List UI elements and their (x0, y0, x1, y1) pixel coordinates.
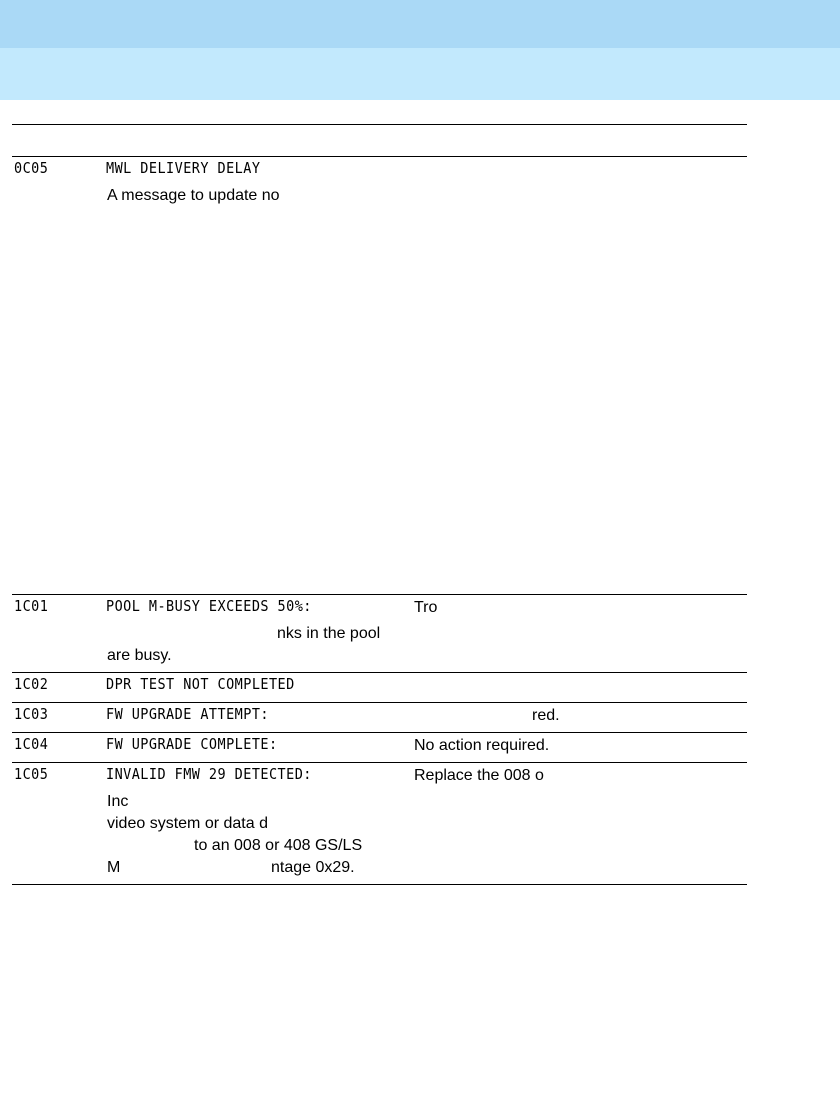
action-line: red. (532, 707, 560, 724)
table-rule-top (12, 124, 747, 125)
action-line: Replace the 008 o (414, 767, 544, 784)
error-title: INVALID FMW 29 DETECTED: (106, 765, 312, 783)
error-title: DPR TEST NOT COMPLETED (106, 675, 295, 693)
row-divider (12, 762, 747, 763)
table-header-rule (12, 156, 747, 157)
header-band-top (0, 0, 840, 48)
description-line: M (107, 859, 121, 876)
row-divider (12, 594, 747, 595)
error-code: 1C03 (14, 705, 49, 723)
error-code: 1C02 (14, 675, 49, 693)
error-title: MWL DELIVERY DELAY (106, 159, 261, 177)
error-title: FW UPGRADE COMPLETE: (106, 735, 278, 753)
description-line: Inc (107, 793, 129, 810)
row-divider (12, 672, 747, 673)
action-line: No action required. (414, 737, 550, 754)
error-code: 1C01 (14, 597, 49, 615)
action-line: Tro (414, 599, 438, 616)
error-code: 1C05 (14, 765, 49, 783)
description-line: are busy. (107, 647, 172, 664)
row-divider (12, 732, 747, 733)
description-line: ntage 0x29. (271, 859, 355, 876)
error-title: FW UPGRADE ATTEMPT: (106, 705, 269, 723)
error-code: 0C05 (14, 159, 49, 177)
description-line: A message to update no (107, 187, 280, 204)
description-line: nks in the pool (277, 625, 381, 642)
error-title: POOL M-BUSY EXCEEDS 50%: (106, 597, 312, 615)
description-line: to an 008 or 408 GS/LS (194, 837, 363, 854)
description-line: video system or data d (107, 815, 268, 832)
row-divider (12, 702, 747, 703)
table-rule-bottom (12, 884, 747, 885)
header-band-bottom (0, 48, 840, 100)
error-code: 1C04 (14, 735, 49, 753)
